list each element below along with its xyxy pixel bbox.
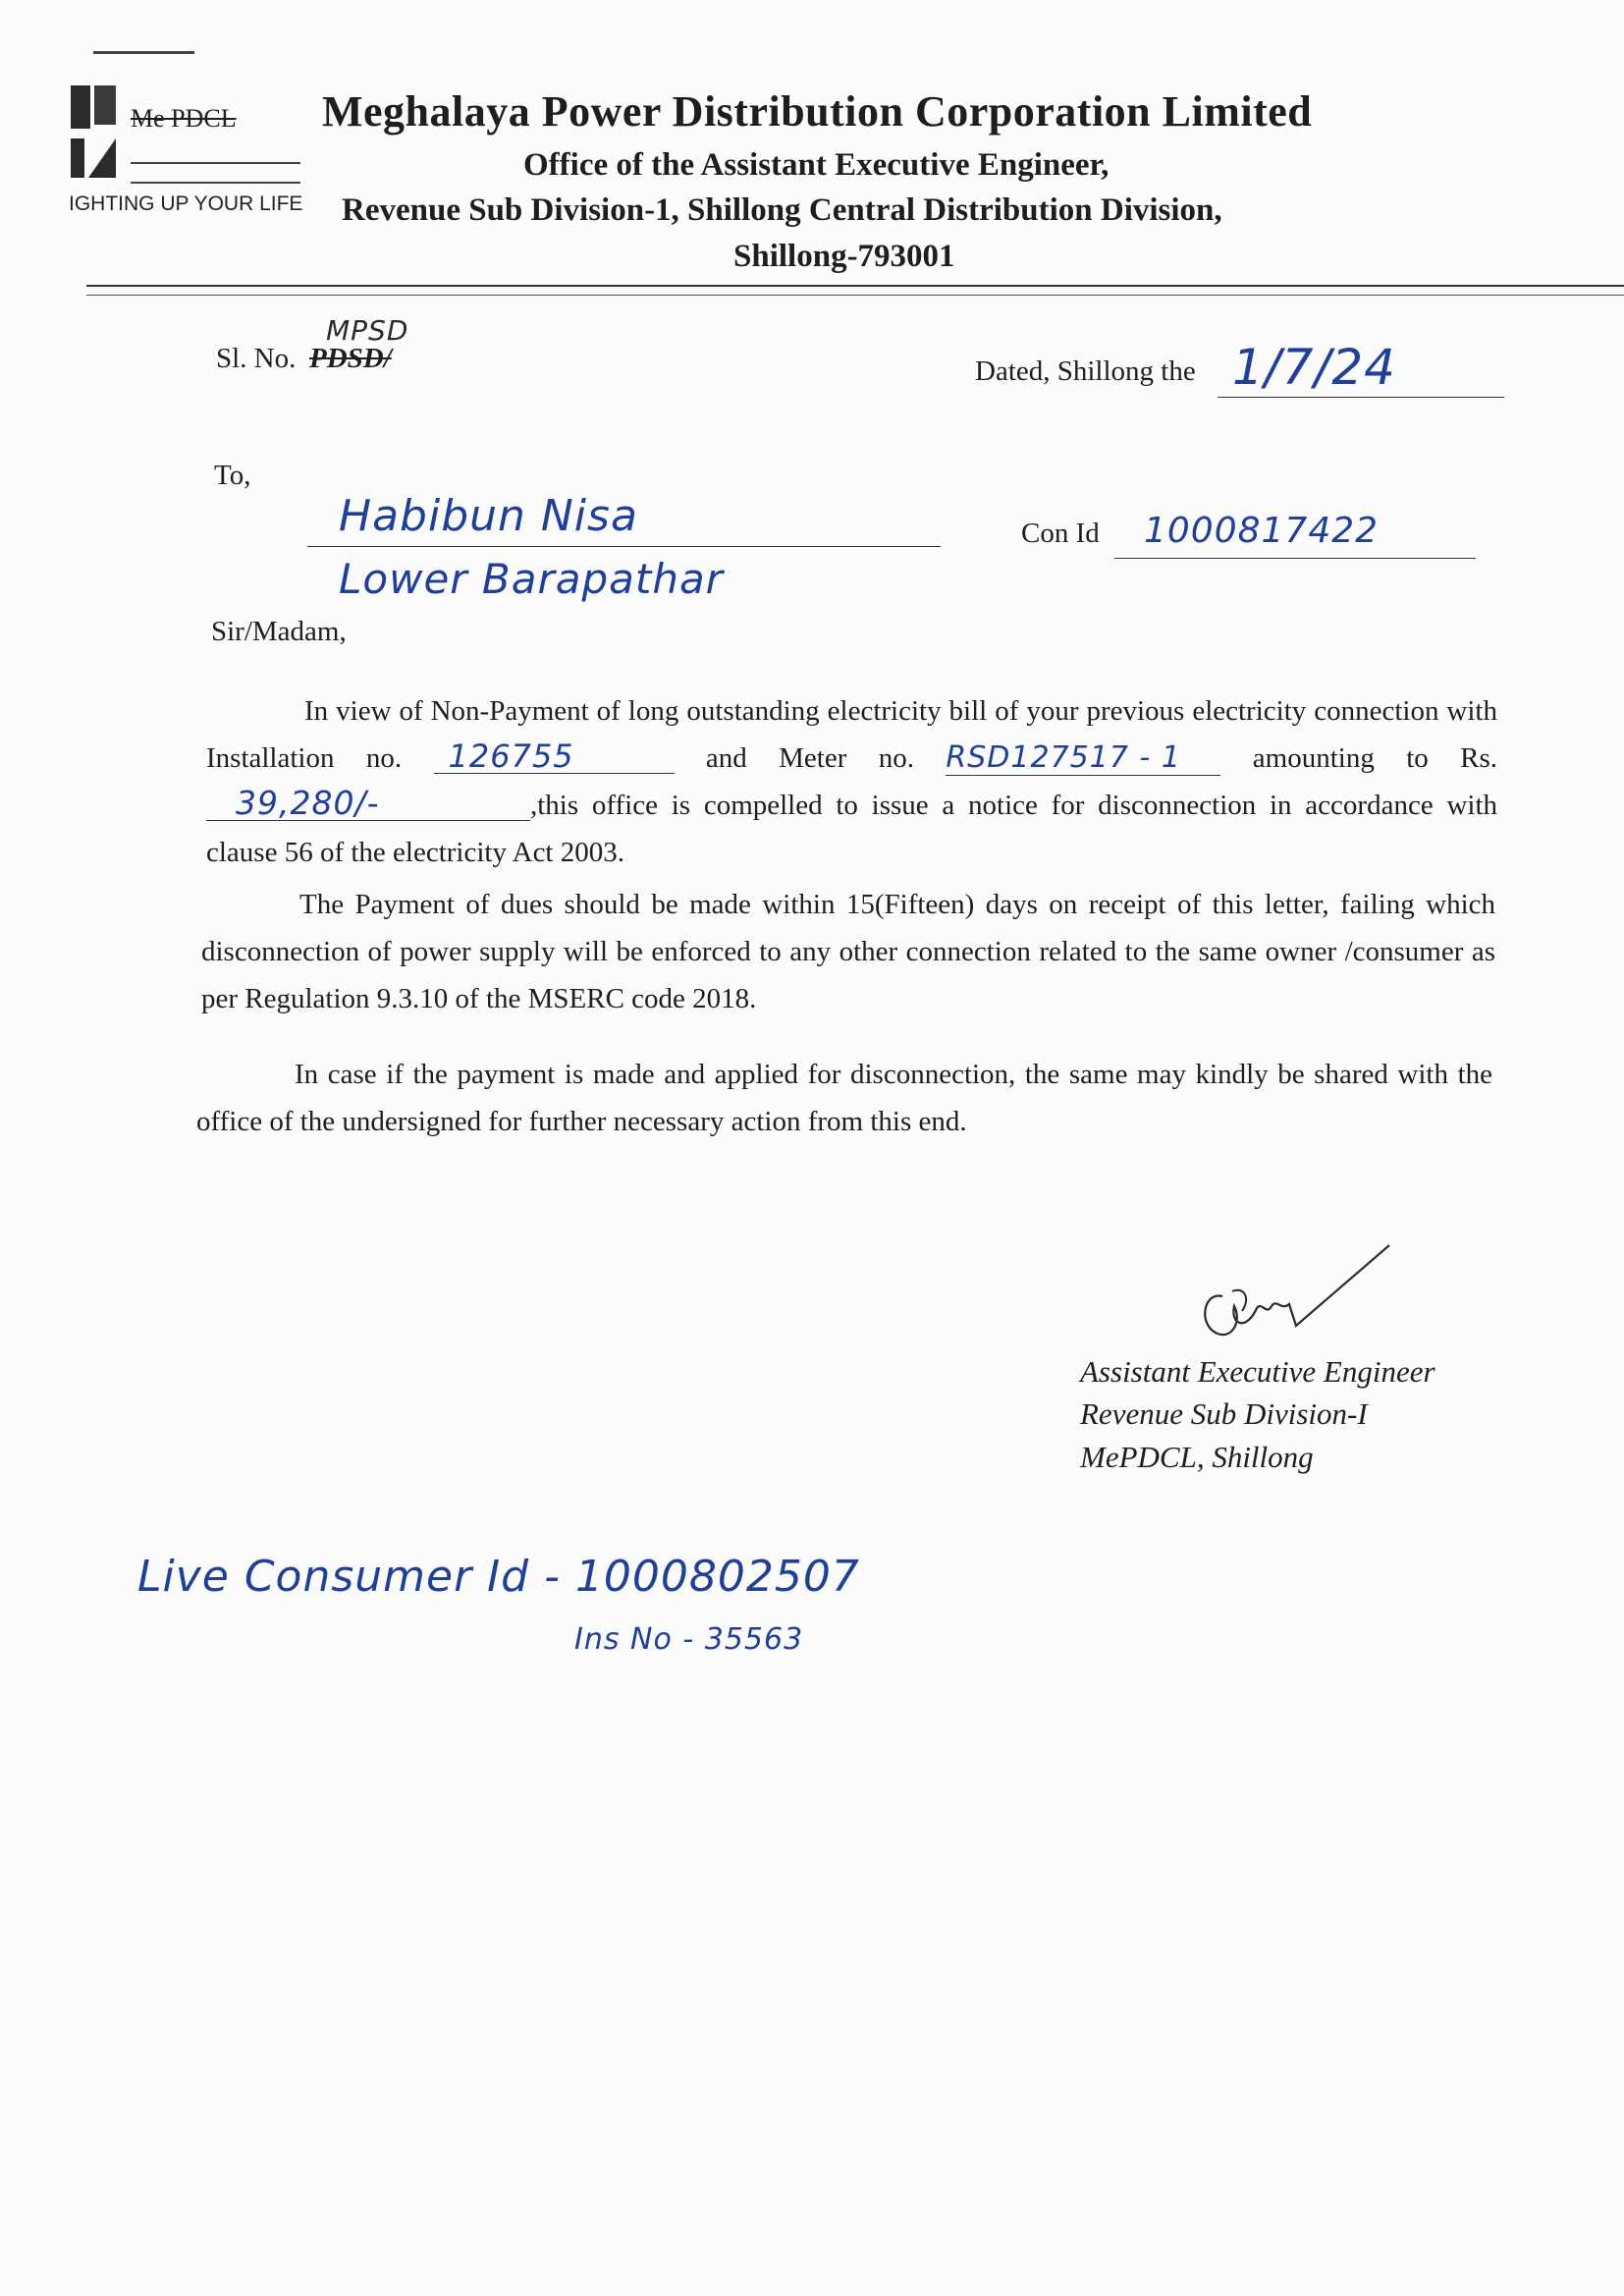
signatory-division: Revenue Sub Division-I	[1080, 1396, 1368, 1431]
con-id-line	[1114, 558, 1476, 559]
live-consumer-note: Live Consumer Id - 1000802507	[137, 1552, 860, 1602]
date-label: Dated, Shillong the	[975, 355, 1196, 387]
recipient-name-line	[307, 546, 941, 547]
sl-no-printed: PDSD/	[309, 343, 392, 374]
office-title: Office of the Assistant Executive Engineer,	[523, 147, 1110, 183]
p1-text-d: ,this office is compelled to issue a notice for disconnection in accordance with clause 56 of the electricity Act 2003.	[206, 790, 1497, 868]
p1-text-b: and Meter no.	[705, 742, 915, 774]
p1-text-a: In view of Non-Payment of long outstanding electricity bill of your previous electricity connection with Installation no.	[206, 695, 1497, 774]
logo-line	[131, 182, 300, 184]
paragraph-2: The Payment of dues should be made within 15(Fifteen) days on receipt of this letter, failing which disconnection of power supply will be enforced to any other connection related to the same owner /consumer as per Regulation 9.3.10 of the MSERC code 2018.	[201, 889, 1495, 1014]
logo-tagline: IGHTING UP YOUR LIFE	[69, 192, 303, 215]
installation-no: 126755	[434, 739, 675, 774]
logo-top-bar	[93, 51, 194, 54]
meter-no: RSD127517 - 1	[946, 741, 1220, 776]
p1-text-c: amounting to Rs.	[1252, 742, 1498, 774]
signatory-title: Assistant Executive Engineer	[1080, 1354, 1435, 1389]
con-id-value: 1000817422	[1144, 511, 1380, 551]
date-line	[1218, 397, 1504, 398]
to-label: To,	[214, 460, 251, 491]
salutation: Sir/Madam,	[211, 616, 347, 647]
sl-no-handwritten: MPSD	[326, 314, 409, 347]
signature-mark	[1173, 1237, 1399, 1355]
company-name: Meghalaya Power Distribution Corporation Limited	[322, 87, 1313, 136]
division-title: Revenue Sub Division-1, Shillong Central Distribution Division,	[342, 192, 1222, 228]
company-logo	[67, 83, 126, 191]
header-rule-bottom	[86, 295, 1624, 296]
paragraph-3: In case if the payment is made and applied for disconnection, the same may kindly be shared with the office of the undersigned for further necessary action from this end.	[196, 1059, 1492, 1137]
recipient-name: Habibun Nisa	[339, 491, 638, 541]
installation-note: Ins No - 35563	[574, 1622, 804, 1657]
date-value: 1/7/24	[1232, 339, 1396, 396]
recipient-address: Lower Barapathar	[339, 555, 724, 603]
con-id-label: Con Id	[1021, 518, 1100, 549]
city-line: Shillong-793001	[733, 239, 955, 274]
logo-line	[131, 162, 300, 164]
signatory-office: MePDCL, Shillong	[1080, 1440, 1314, 1474]
logo-strike-text: Me PDCL	[131, 104, 237, 133]
paragraph-1	[206, 687, 1497, 876]
sl-no-label: Sl. No.	[216, 343, 297, 374]
header-rule-top	[86, 285, 1624, 287]
amount: 39,280/-	[206, 787, 530, 821]
